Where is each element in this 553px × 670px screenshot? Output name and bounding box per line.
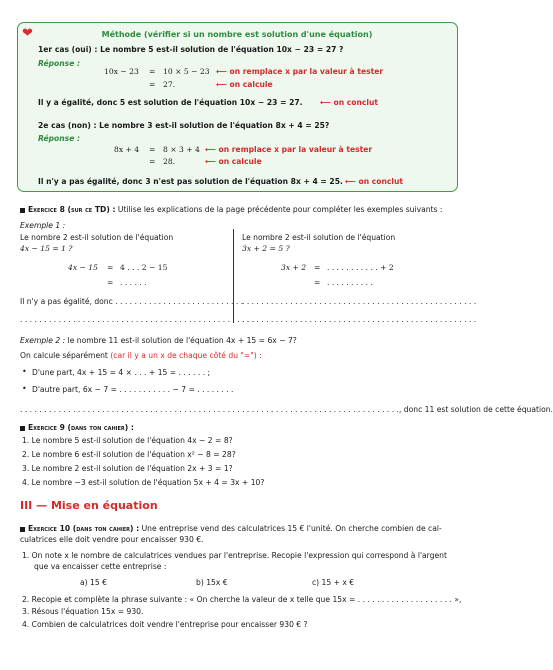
ex-right-l1-eq: = — [314, 263, 321, 272]
exo8-text: Utilise les explications de la page précédente pour compléter les exemples suivants : — [117, 205, 443, 214]
exo10-choice-b: b) 15x € — [196, 578, 228, 587]
ex2-calc-red: (car il y a un x de chaque côté du "=") : — [110, 351, 262, 360]
ex-right-l2-eq: = — [314, 278, 321, 287]
ex-right-q1: Le nombre 2 est-il solution de l'équation — [242, 233, 396, 242]
ex1-title: Exemple 1 : — [20, 221, 66, 230]
ex-right-concl: . . . . . . . . . . . . . . . . . . . . . . . . . . . . . . . . . . . . . . . . . . . . . . . . . — [242, 297, 477, 306]
section-heading — [20, 499, 158, 513]
exo9-item-1: 1. Le nombre 5 est-il solution de l'équation 4x − 2 = 8? — [22, 436, 233, 445]
ex2-concl-text: , donc 11 est solution de cette équation. — [398, 405, 553, 414]
ex1-concl2: . . . . . . . . . . . . . . . . . . . . . . . . . . . . . . . . . . . . . . . . . . . . . . . . . — [20, 315, 255, 324]
case2-l2-eq: = — [149, 157, 156, 166]
ex1-q2: 4x − 15 = 1 ? — [20, 244, 73, 253]
case1-conclusion-note: ⟵ on conclut — [320, 98, 379, 107]
case2-label: 2e cas (non) : Le nombre 3 est-il solution de l'équation 8x + 4 = 25? — [38, 121, 330, 130]
case1-l2-note: ⟵ on calcule — [216, 80, 273, 89]
exo8-label: Exercice 8 (sur ce TD) : — [28, 205, 116, 214]
case2-l2-rhs: 28. — [163, 157, 176, 166]
ex1-l1-rhs: 4 . . . 2 − 15 — [120, 263, 168, 272]
ex2-text: le nombre 11 est-il solution de l'équation 4x + 15 = 6x − 7? — [67, 336, 297, 345]
exo10-choice-a: a) 15 € — [80, 578, 107, 587]
bullet-icon: • — [22, 384, 27, 393]
exo8-heading — [20, 205, 442, 214]
ex1-l2-rhs: . . . . . . — [120, 278, 147, 287]
methode-title: Méthode (vérifier si un nombre est solution d'une équation) — [101, 30, 373, 39]
exo10-intro1: Une entreprise vend des calculatrices 15 € l'unité. On cherche combien de cal- — [141, 524, 442, 533]
exo9-item-3: 3. Le nombre 2 est-il solution de l'équation 2x + 3 = 1? — [22, 464, 233, 473]
ex1-l2-eq: = — [107, 278, 114, 287]
case1-conclusion: Il y a égalité, donc 5 est solution de l'équation 10x − 23 = 27. — [38, 98, 303, 107]
case2-l1-lhs: 8x + 4 — [114, 145, 140, 154]
ex1-l1-lhs: 4x − 15 — [68, 263, 98, 272]
case1-l1-eq: = — [149, 67, 156, 76]
case1-l1-note: ⟵ on remplace x par la valeur à tester — [216, 67, 384, 76]
section-title: Mise en équation — [50, 499, 158, 512]
case1-l1-rhs: 10 × 5 − 23 — [163, 67, 210, 76]
exo10-q4: 4. Combien de calculatrices doit vendre l'entreprise pour encaisser 930 € ? — [22, 620, 308, 629]
exo9-heading — [20, 423, 134, 432]
bullet-icon: • — [22, 367, 27, 376]
ex1-concl: Il n'y a pas égalité, donc . . . . . . . . . . . . . . . . . . . . . . . . . . . — [20, 297, 244, 306]
exo10-intro2: culatrices elle doit vendre pour encaisser 930 €. — [20, 535, 204, 544]
case2-conclusion-note: ⟵ on conclut — [345, 177, 404, 186]
case2-l1-eq: = — [149, 145, 156, 154]
exo10-label: Exercice 10 (dans ton cahier) : — [28, 524, 140, 533]
reponse-label-2: Réponse : — [38, 134, 81, 143]
case2-l1-rhs: 8 × 3 + 4 — [163, 145, 200, 154]
column-divider — [233, 229, 234, 323]
ex2-line — [20, 336, 297, 345]
exo10-heading — [20, 524, 442, 533]
section-dash: — — [36, 499, 48, 512]
ex-right-l2-rhs: . . . . . . . . . . — [327, 278, 373, 287]
ex2-concl-line — [20, 405, 553, 414]
ex2-calc: On calcule séparément — [20, 351, 108, 360]
heart-icon: ❤ — [22, 26, 33, 41]
ex1-q1: Le nombre 2 est-il solution de l'équation — [20, 233, 174, 242]
ex2-b1: D'une part, 4x + 15 = 4 × . . . + 15 = . . . . . . ; — [32, 368, 211, 377]
ex-right-concl2: . . . . . . . . . . . . . . . . . . . . . . . . . . . . . . . . . . . . . . . . . . . . . . . . . — [242, 315, 477, 324]
exo10-q2: 2. Recopie et complète la phrase suivante : « On cherche la valeur de x telle que 15x = . . . . . . . . . . . . . . . . . . . . », — [22, 595, 462, 604]
case1-l2-eq: = — [149, 80, 156, 89]
ex-right-q2: 3x + 2 = 5 ? — [242, 244, 290, 253]
ex-right-l1-rhs: . . . . . . . . . . . + 2 — [327, 263, 394, 272]
square-bullet-icon — [20, 426, 25, 431]
ex-right-l1-lhs: 3x + 2 — [281, 263, 307, 272]
section-number: III — [20, 499, 33, 512]
case1-label: 1er cas (oui) : Le nombre 5 est-il solution de l'équation 10x − 23 = 27 ? — [38, 45, 344, 54]
ex2-b2: D'autre part, 6x − 7 = . . . . . . . . . . . − 7 = . . . . . . . . — [32, 385, 234, 394]
exo9-item-4: 4. Le nombre −3 est-il solution de l'équation 5x + 4 = 3x + 10? — [22, 478, 265, 487]
exo10-choice-c: c) 15 + x € — [312, 578, 355, 587]
ex1-l1-eq: = — [107, 263, 114, 272]
case2-l2-note: ⟵ on calcule — [205, 157, 262, 166]
exo9-item-2: 2. Le nombre 6 est-il solution de l'équation x² − 8 = 28? — [22, 450, 236, 459]
square-bullet-icon — [20, 208, 25, 213]
exo10-q1b: que va encaisser cette entreprise : — [34, 562, 167, 571]
case1-l1-lhs: 10x − 23 — [104, 67, 139, 76]
case2-l1-note: ⟵ on remplace x par la valeur à tester — [205, 145, 373, 154]
square-bullet-icon — [20, 527, 25, 532]
case2-conclusion: Il n'y a pas égalité, donc 3 n'est pas solution de l'équation 8x + 4 = 25. — [38, 177, 343, 186]
case1-l2-rhs: 27. — [163, 80, 176, 89]
exo9-label: Exercice 9 (dans ton cahier) : — [28, 423, 134, 432]
ex2-concl-dots: . . . . . . . . . . . . . . . . . . . . . . . . . . . . . . . . . . . . . . . . . . . . . . . . . . . . . . . . . . . . . . . . . . . . . . . . . . . . . . . — [20, 405, 399, 414]
ex2-calc-line — [20, 351, 262, 360]
ex2-title: Exemple 2 : — [20, 336, 66, 345]
exo10-q3: 3. Résous l'équation 15x = 930. — [22, 607, 144, 616]
exo10-q1a: 1. On note x le nombre de calculatrices vendues par l'entreprise. Recopie l'expression qui correspond à l'argent — [22, 551, 447, 560]
reponse-label-1: Réponse : — [38, 59, 81, 68]
